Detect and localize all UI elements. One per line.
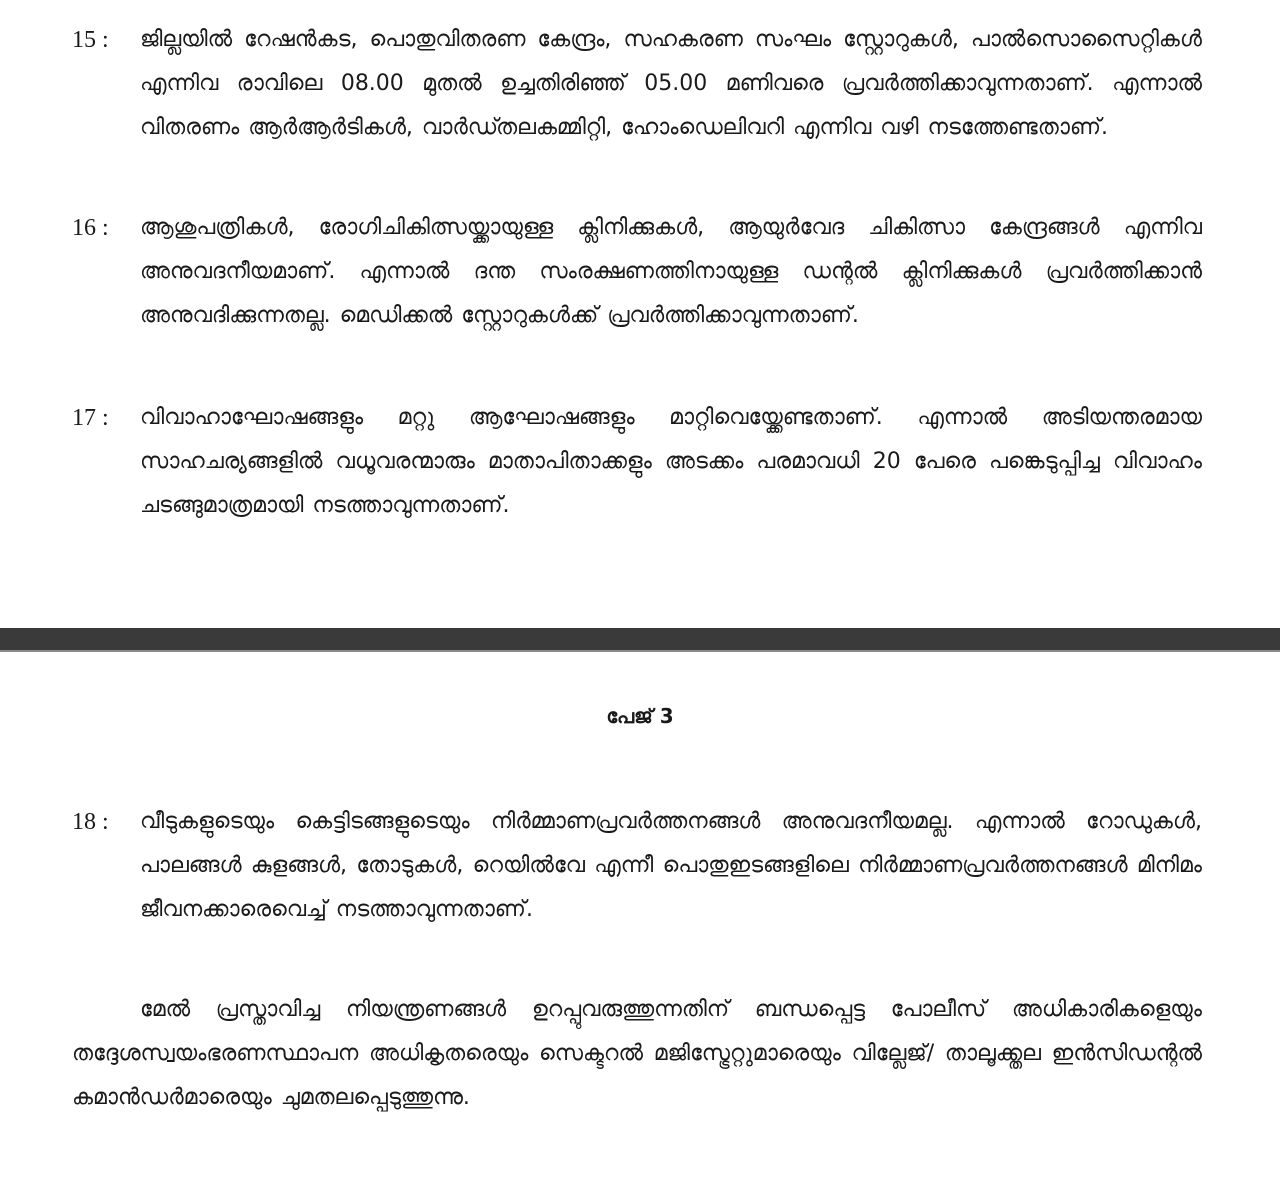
document-page-3	[0, 652, 1280, 1184]
item-number: 16 :	[72, 215, 109, 241]
page-separator	[0, 628, 1280, 652]
item-text: ആശുപത്രികൾ, രോഗിചികിത്സയ്ക്കായുള്ള ക്ലിനിക്കുകൾ, ആയുർവേദ ചികിത്സാ കേന്ദ്രങ്ങൾ എന്നിവ അനുവദനീയമാണ്. എന്നാൽ ദന്ത സംരക്ഷണത്തിനായുള്ള ഡന്റൽ ക്ലിനിക്കുകൾ പ്രവർത്തിക്കാൻ അനുവദിക്കുന്നതല്ല. മെഡിക്കൽ സ്റ്റോറുകൾക്ക് പ്രവർത്തിക്കാവുന്നതാണ്.	[140, 215, 1202, 328]
item-text: വീടുകളുടെയും കെട്ടിടങ്ങളുടെയും നിർമ്മാണപ്രവർത്തനങ്ങൾ അനുവദനീയമല്ല. എന്നാൽ റോഡുകൾ, പാലങ്ങൾ കുളങ്ങൾ, തോടുകൾ, റെയിൽവേ എന്നീ പൊതുഇടങ്ങളിലെ നിർമ്മാണപ്രവർത്തനങ്ങൾ മിനിമം ജീവനക്കാരെവെച്ച് നടത്താവുന്നതാണ്.	[140, 809, 1202, 922]
item-text: വിവാഹാഘോഷങ്ങളും മറ്റു ആഘോഷങ്ങളും മാറ്റിവെയ്ക്കേണ്ടതാണ്. എന്നാൽ അടിയന്തരമായ സാഹചര്യങ്ങളിൽ വധൂവരന്മാരും മാതാപിതാക്കളും അടക്കം പരമാവധി 20 പേരെ പങ്കെടുപ്പിച്ച വിവാഹം ചടങ്ങുമാത്രമായി നടത്താവുന്നതാണ്.	[140, 405, 1202, 518]
item-text: ജില്ലയിൽ റേഷൻകട, പൊതുവിതരണ കേന്ദ്രം, സഹകരണ സംഘം സ്റ്റോറുകൾ, പാൽസൊസൈറ്റികൾ എന്നിവ രാവിലെ 08.00 മുതൽ ഉച്ചതിരിഞ്ഞ് 05.00 മണിവരെ പ്രവർത്തിക്കാവുന്നതാണ്. എന്നാൽ വിതരണം ആർആർടികൾ, വാർഡ്തലകമ്മിറ്റി, ഹോംഡെലിവറി എന്നിവ വഴി നടത്തേണ്ടതാണ്.	[140, 27, 1202, 140]
item-number: 15 :	[72, 27, 109, 53]
item-number: 17 :	[72, 405, 109, 431]
item-number: 18 :	[72, 809, 109, 835]
page-number-label: പേജ് 3	[606, 704, 674, 728]
closing-paragraph: മേൽ പ്രസ്താവിച്ച നിയന്ത്രണങ്ങൾ ഉറപ്പുവരുത്തുന്നതിന് ബന്ധപ്പെട്ട പോലീസ് അധികാരികളെയും തദ്ദേശസ്വയംഭരണസ്ഥാപന അധികൃതരെയും സെക്ടറൽ മജിസ്ട്രേറ്റുമാരെയും വില്ലേജ്/ താലൂക്ക്തല ഇൻസിഡന്റൽ കമാൻഡർമാരെയും ചുമതലപ്പെടുത്തുന്നു.	[72, 997, 1202, 1110]
